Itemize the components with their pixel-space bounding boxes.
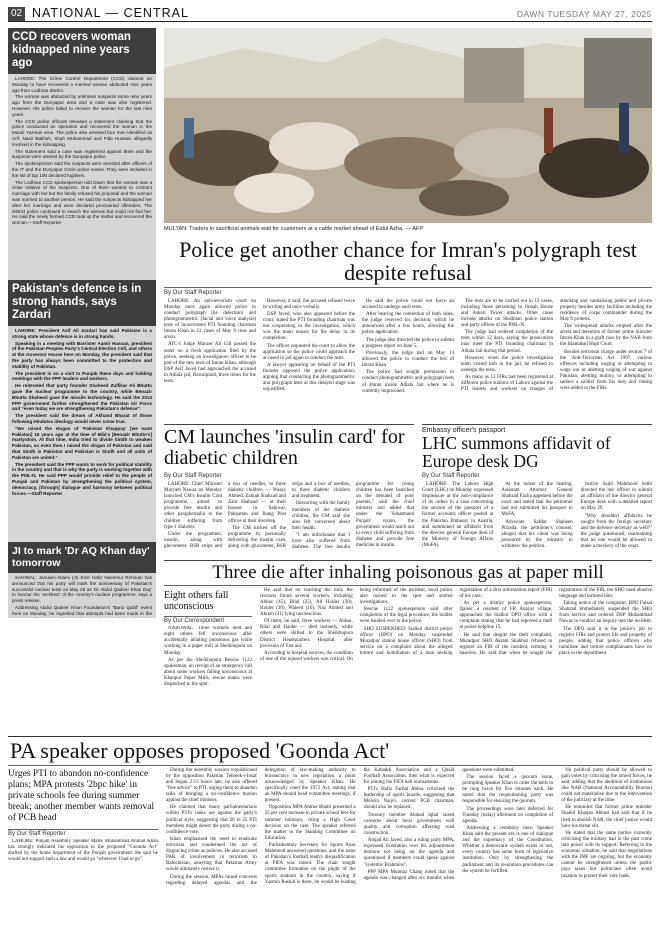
cattle-market-photo [164, 28, 652, 223]
pa-speaker-story [8, 736, 652, 930]
imran-body: LAHORE: An anti-terrorism court on Monday once again allowed police to conduct polygraph (lie detection) and photogrammetric (facial and voice analysis) tests of incarcerated PTI founding chairman Imran Khan in 12 cases of May 9 riots and arson. ATC-I Judge Manzer Ali Gill passed the order on a fresh application filed by the police, seeking an investigation officer to be part of the new tests of Imran Khan, although DSP Asif Javed had approached the accused in Adiala jail, Rawalpindi, three times for the tests. However, it said, the accused refused twice in writing and once verbally. DSP Javed, who also appeared before the court, stated the PTI founding chairman was not cooperating in the investigation, which was the main reason for the delay in its completion. The officer requested the court to allow the application so the police could approach the accused in jail again to conduct the tests. A lawyer appearing on behalf of the PTI founder opposed the police application, arguing that conducting the photogrammetric and polygraph tests at this delayed stage was unjustified. He said the police could not force an accused to undergo such tests. After hearing the contention of both sides, the judge reserved his decision, which he announced after a few hours, allowing the police application. The judge also directed the police to submit a progress report on June 5. Previously, the judge had on May 14 allowed the police to conduct the test of Imran Khan. The police had sought permission to conduct photogrammetric and polygraph tests of Imran inside Adiala Jail where he is currently imprisoned. The tests are to be carried out in 12 cases, including those pertaining to Jinnah House and Askari Tower attacks. Other cases include attacks on Shadman police station and party offices of the PML-N. The judge had ordered completion of the tests within 12 days, saying the prosecution may meet the PTI founding chairman in Adiala Jail during that period. However, when the police investigation team visited him in the jail, he refused to undergo the tests. As many as 12 FIRs had been registered at different police stations of Lahore against the PTI leaders and workers on charges of attacking and vandalising public and private property besides army facilities including the residence of corps commander during the May 9 protests. The widespread attacks erupted after the arrest and detention of former prime minister Imran Khan in a graft case by the NAB from the Islamabad High Court. Besides terrorism charge under section 7 of the Anti-Terrorism Act 1997, various offences including waging or attempting to wage war or abetting waging of war against Pakistan, abetting mutiny, or attempting to seduce a soldier from his duty and rioting were added in the FIRs. [164, 298, 652, 394]
paper-mill-headline: Three die after inhaling poisonous gas at paper mill [212, 562, 604, 583]
left-sidebar [8, 28, 156, 618]
pa-deck: Urges PTI to abandon no-confidence plans; MPA protests '2bpc hike' in private schools fee during summer break; another member wants removal of PCB head [8, 768, 155, 823]
sidebar-story-ji [8, 542, 156, 618]
lhc-byline: By Our Staff Reporter [422, 473, 480, 479]
imran-rule [164, 287, 652, 288]
sidebar-body-ji: SAHIWAL: Jamaat-i-Islami (JI) Emir Hafiz Naeemur Rehman has announced that his party will mark the anniversary of Pakistan's successful nuclear tests on May 28 as 'Dr Abdul Qadeer Khan Day' to honour the 'architect' of the country's nuclear programme, says a press release. Addressing Abdul Qadeer Khan Foundation's "Bano Qabil" event here on Monday, he regretted that attempts had been made in the [12, 575, 152, 616]
pa-byline: By Our Staff Reporter [8, 831, 66, 838]
pa-body-first: LAHORE: Punjab Assembly Speaker Malik Muhammad Ahmad Khan has strongly indicated his opposition to the proposed "Goonda Act" drafted by the home department of the Punjab government. He said he would not support such a law and would go "wherever I had to go". [8, 839, 158, 863]
sidebar-headline-ccd: CCD recovers woman kidnapped nine years ago [8, 28, 156, 74]
sidebar-headline-ji: JI to mark 'Dr AQ Khan day' tomorrow [8, 542, 156, 573]
paper-mill-subhead: Eight others fall unconscious [164, 589, 229, 612]
paper-mill-body-first: NAROWAL: Three workers died and eight others fell unconscious after accidentally inhaling poisonous gas while working in a paper mill at Sheikhupura on Monday. As per the Sheikhupura Rescue 1122 spokesman, on receipt of an emergency call about some workers falling unconscious at Khanpur Paper Mills, rescue teams were dispatched to the spot. [164, 626, 252, 688]
sidebar-body-zardari: LAHORE: President Asif Ali Zardari has said Pakistan is a strong state whose defence is in strong hands. Speaking in a meeting with Barrister Aamir Hassan, president of the Pakistan Peoples Party's Central Election Cell, and others at the Governor House here on Monday, the president said that the party has always been committed to the protection and stability of Pakistan. The president is on a visit to Punjab these days and holding meetings with the PPP leaders and workers. He reiterated that party founder Shaheed Zulfikar Ali Bhutto gave the nuclear programme to the country, while Benazir Bhutto Shaheed gave the missile technology. He said the 2013 PPP government further strengthened the Pakistan Air Force and "even today we are strengthening Pakistan's defence". The president said the dream of Akhand Bharat of those following Hindutva ideology would never come true. "We raised the slogan of 'Pakistan Khappay' [we want Pakistan] 16 years ago at the time of Bibi's [Benazir Bhutto's] martyrdom. At that time, India tried to divide Sindh to weaken Pakistan, so even then I raised the slogan of Pakistan and said that Sindh is Pakistan and Pakistan is Sindh and all units of Pakistan are united." The president said the PPP wants to work for political stability in the country and that is why the party is working together with the PML-N. He said PPP would provide relief to the people of Punjab and Pakistan by strengthening the political system, democracy, [through] dialogue and harmony between political forces.—Staff Reporter [12, 328, 152, 496]
lhc-kicker: Embassy officer's passport [422, 427, 506, 434]
pa-body: During the assembly session requisitioned by the opposition Pakistan Tehreek-i-Insaf and began 2:13 hours late, he also offered "free advice" to PTI, urging them to abandon talks of bringing a no-confidence motion against the chief minister. He claimed that many parliamentarians within PTI's ranks are against the party's political style, suggesting that 20 to 25 PTI members might desert the party during a no-confidence vote. Khan emphasised the need to eradicate terrorism and condemned the act of disgracing crime as policies. He also accused PAR of involvement in terrorism in Balochistan, asserting that Pakistan Army would ultimately restore it. During the session, MPAs raised concerns regarding delayed agendas and the delegation of law-making authority to bureaucracy in new legislation, a point acknowledged by Speaker Khan. He specifically cited the 1972 Act, stating that an MPA should head committee meetings, if present. Opposition MPA Ahmer Bhatti presented a 25 per cent increase in private school fees for summer holidays, citing a High Court decision on the case. The speaker referred the matter to the Standing Committee on Education. Parliamentary Secretary for Sports Anas Mahmood answered questions, and the issue of Pakistan's football team's disqualification at FIFA was raised. The chair sought committee formation on the plight of the sports stadium in the country, saying if Yasmin Rashid is there, he would be leading the Kabaddi Association and a Quaid Football Association, then what is expected for joining the FIFA ball tournaments. PTI's Hafiz Farhat Abbas criticised the leadership of sports boards, suggesting that Mohsin Naqvi, current PCB chairman, should also be replaced. Treasury member Ahmad Iqbal raised concerns about local government well quality and corruption affecting road construction. Amjad Ali Javed, also a ruling party MPA, expressed frustration over his adjournment motions not being on the agenda and questioned if members could speak against "systemic Brahmins". PPP MPA Mumtaz Chang noted that the agenda was changed after six months when questions were submitted. The session faced a quorum issue, prompting Speaker Khan to order the bells to be rung twice for five minutes each. He noted that the requisitioning party was responsible for ensuring the quorum. The proceedings were later deferred for Tuesday (today) afternoon on completion of agenda. Addressing a ceremony here, Speaker Khan said the present era is one of dialogue and the supremacy of the Constitution. Whether a democratic system exists or not, every country has some form of legislative institution. Only by strengthening the parliament and its resolution procedures can the system be fortified. No political party should be allowed to gain votes by criticising the armed forces, he said, adding that the abolition of institutions like NAB (National Accountability Bureau) could not materialise due to the intervention of the judiciary at the time. He reminded that former prime minister Shahid Khaqan Abbasi had said that if he tried to abolish NAB, the chief justice would have his throat slit. He stated that the same parties currently criticising the military had in the past come into power with its support. Referring to the economic situation, he said that negotiations with the IMF are ongoing, but the economy cannot be strengthened unless the public pays taxes but politicians often avoid taxation to protect their vote bank. [166, 767, 652, 886]
paper-mill-story [164, 560, 652, 732]
lhc-story [422, 424, 652, 554]
sidebar-story-ccd [8, 28, 156, 280]
insulin-story [164, 424, 414, 554]
imran-story [164, 238, 652, 420]
insulin-headline: CM launches 'insulin card' for diabetic children [164, 426, 405, 469]
imran-byline: By Our Staff Reporter [164, 289, 222, 296]
lhc-headline: LHC summons affidavit of Europe desk DG [422, 433, 611, 471]
lhc-body: LAHORE: The Lahore High Court (LHC) on Monday expressed displeasure at the non-compliance of its orders in a case concerning the seizure of the passport of a former accounts officer posted at the Pakistan Embassy in Austria, and summoned an affidavit from the director general Europe desk of the Ministry of Foreign Affairs (MoFA). At the outset of the hearing, Assistant Attorney General Shahzad Fazlia appeared before the court and stated that the petitioner had not submitted his passport to MoFA. Advocate Safdar Shaheen Pirzada, the petitioner's counsel, alleged that his client was being pressured by the ministry to withdraw the petition. Justice Sajid Mahmood Sethi directed the law officer to submit an affidavit of the director general Europe desk with a detailed report on May 29. "Why shouldn't affidavits be sought from the foreign secretary and the defence secretary as well?" the judge questioned, maintaining that no one would be allowed to make a mockery of the court. [422, 482, 652, 550]
sidebar-headline-zardari: Pakistan's defence is in strong hands, says Zardari [8, 280, 156, 326]
cattle-market-image [164, 28, 652, 223]
paper-mill-body: He said that on reaching the mill, the rescuers found several workers, including Abbas (45), Bilal (25), Ali Haider (30), Haider (30), Waleed (16), Naz Ahmed and Akram (31) lying unconscious. Of them, he said, three workers — Abbas, Bilal and Haider — died instantly, while others were shifted to the Sheikhupura District Headquarters Hospital, after provision of first aid. According to hospital sources, the condition of one of the injured workers was critical. On being informed of the incident, local police also rushed to the spot and started investigations. Rescue 1122 spokesperson said after completion of the legal procedure, the bodies were handed over to the police. SHO SUSPENDED: Sialkot district police officer (DPO) on Monday suspended Muradpur station house officer (SHO) from service on a complaint about the alleged torture and humiliation of a man seeking registration of a first information report (FIR) of his case. As per a district police spokesperson, Qaiser, a resident of FR Anayat village, approached the Sialkot DPO office with a complaint stating that he had reported a theft at police helpline 15. He said that despite the theft complaint, Muradpur SHO Akram Shahbaz refused to register an FIR of the incident, terming it baseless. He said that when he sought the registration of the FIR, the SHO used abusive language and tortured him. Taking notice of the complaint, DPO Faisal Shahzad immediately suspended the SHO from service and ordered DSP Muhammad Nawaz to conduct an inquiry into the incident. The DPO said it is the police's job to register FIRs and protect life and property of people, adding that police officers who humiliate and torture complainants have no place in the department. [260, 587, 652, 662]
sidebar-body-ccd: LAHORE: The Crime Control Department (CCD) claimed on Monday to have recovered a married woman abducted nine years ago from Lodhran district. The woman was abducted by unknown suspects some nine years ago from the Dunyapur area and a case was also registered. However, the police failed to recover the woman for the last nine years. The CCD police officials released a statement claiming that the police conducted an operation and recovered the woman in the Mandi Yazman area. The police also arrested four men identified as Arif, Nasir Bakhsh, Shah Muhammad and Fida Hussain allegedly involved in the kidnapping. The statement said a case was registered against them and the suspects were wanted by the Dunyapur police. The spokesperson said the suspects were arrested after officers of the IT and the Dunyapur Circle police teams. They were included in the list of top 100 declared fugitives. The Lodhran CCD spokesperson told Dawn that the woman was a close relative of the suspects. One of them wanted to contract marriage with her but the family refused his proposal and the woman was married to another person. He said the suspects kidnapped her after her marriage and were declared proclaimed offenders. The district police continued to search the woman but could not find her. He said the newly formed CCD took up the matter and recovered the woman.—Staff Reporter [12, 76, 152, 226]
page-number: 02 [8, 7, 25, 21]
issue-date: DAWN TUESDAY MAY 27, 2025 [516, 9, 652, 19]
photo-caption: MULTAN: Traders in sacrificial animals wait for customers at a cattle market ahead of Eidul Azha. — AFP [164, 226, 424, 232]
sidebar-story-zardari [8, 280, 156, 542]
paper-mill-byline: By Our Correspondent [164, 618, 225, 625]
section-title: NATIONAL — CENTRAL [32, 6, 189, 20]
imran-headline: Police get another chance for Imran's polygraph test despite refusal [179, 238, 637, 285]
insulin-byline: By Our Staff Reporter [164, 473, 222, 479]
pa-headline: PA speaker opposes proposed 'Goonda Act' [10, 738, 390, 763]
page-header [8, 6, 652, 22]
insulin-body: LAHORE: Chief Minister Maryam Nawaz on Monday launched CM's Insulin Card programme, aimed to provide free insulin and other paraphernalia to the children suffering from type-1 diabetes. Under the programme, insulin, along with glucometer, BSR strips and a box of needles, to three diabetic children — Wasay Ahmed, Zainab Shahzad and Zain Shahzad — at their houses in Sahiwal, Pakpattan and Jhang Post offices at their doorstep. The CM kicked off the programme by personally delivering the insulin card, along with glucometer, BSR strips and a box of needles, to three diabetic children and treatment. Interacting with the family members of the diabetic children, the CM said she also felt concerned about their health. "I am unfortunate that I have also suffered from diabetes. The free insulin programme for young children has been launched on the demand of poor parents," said the chief minister and added that under the 'Sehatmand Punjab' vision, the government would reach out to every child suffering from diabetes and provide free medicine in insulin. [164, 482, 414, 551]
